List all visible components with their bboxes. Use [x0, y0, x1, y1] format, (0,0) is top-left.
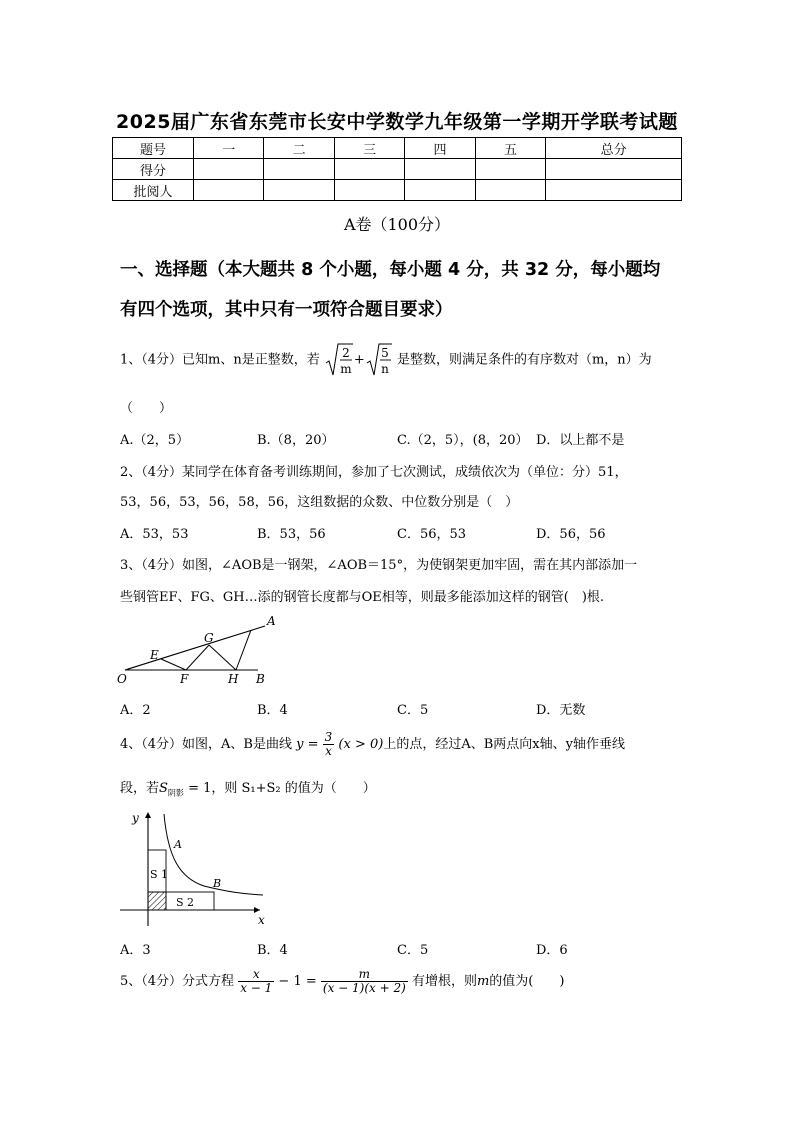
option-b: B．53，56: [257, 527, 326, 542]
score-table-row: [113, 159, 682, 180]
grader-cell: [546, 180, 682, 201]
label-h: H: [228, 672, 239, 686]
option-c: C．5: [397, 703, 429, 718]
pipe-next: [236, 630, 251, 670]
question-1: [120, 340, 680, 380]
q4-y-eq: y =: [296, 737, 319, 752]
sqrt-2-over-m: [324, 340, 354, 380]
shaded-region: [148, 892, 166, 910]
s1-label: S 1: [150, 868, 169, 881]
q5-frac2-num: m: [321, 968, 408, 982]
q5-fraction-2: [321, 968, 408, 995]
table-header-cell: 三: [334, 138, 404, 159]
part1-heading-line2: 有四个选项，其中只有一项符合题目要求）: [120, 300, 453, 320]
frac2-den: n: [380, 361, 389, 376]
q1-options: [120, 429, 680, 449]
row-label: 得分: [113, 159, 194, 180]
option-c: C．5: [397, 943, 429, 958]
q5-var: m: [476, 974, 490, 989]
score-cell: [334, 159, 404, 180]
q2-line1: 2、（4分）某同学在体育备考训练期间，参加了七次测试，成绩依次为（单位：分）51，: [120, 465, 628, 480]
q2-options: [120, 523, 680, 543]
q3-options: [120, 699, 680, 719]
score-table-row: [113, 180, 682, 201]
grader-cell: [264, 180, 334, 201]
score-cell: [546, 159, 682, 180]
option-b: B．4: [257, 943, 288, 958]
frac2-num: 5: [380, 345, 389, 360]
grader-cell: [334, 180, 404, 201]
grader-cell: [405, 180, 475, 201]
steel-frame-figure: [115, 613, 285, 688]
q4-prefix: 4、（4分）如图，A、B是曲线: [120, 737, 292, 752]
score-table-header-row: [113, 138, 682, 159]
hyperbola-figure: [118, 808, 278, 930]
table-header-cell: 总分: [546, 138, 682, 159]
label-a: A: [267, 614, 276, 628]
option-b: B．4: [257, 703, 288, 718]
q1-suffix: 是整数，则满足条件的有序数对（m，n）为: [396, 352, 652, 368]
q4-line2-suffix: ，则 S₁+S₂ 的值为（ ）: [211, 781, 376, 796]
exam-title: 2025届广东省东莞市长安中学数学九年级第一学期开学联考试题: [116, 111, 678, 133]
q4-line2: [120, 777, 680, 799]
sqrt-5-over-n: [365, 340, 393, 380]
q5-frac1-num: x: [238, 968, 274, 982]
score-cell: [264, 159, 334, 180]
option-c: C．56，53: [397, 527, 467, 542]
point-b-label: B: [213, 877, 222, 890]
q5-mid: 有增根，则: [411, 974, 477, 989]
y-axis-arrow-icon: [145, 812, 151, 818]
label-b: B: [256, 672, 265, 686]
frac1-den: m: [340, 361, 352, 376]
score-cell: [194, 159, 264, 180]
label-e: E: [150, 648, 159, 662]
section-a-title: A卷（100分）: [343, 215, 451, 234]
option-a: A．53，53: [120, 527, 189, 542]
table-header-cell: 一: [194, 138, 264, 159]
s-value: = 1: [188, 781, 212, 796]
q2-line2: 53，56，53，56，58，56，这组数据的众数、中位数分别是（ ）: [120, 495, 519, 510]
part1-heading-line1: 一、选择题（本大题共 8 个小题，每小题 4 分，共 32 分，每小题均: [120, 260, 661, 280]
plus-sign: +: [353, 352, 365, 368]
point-a-label: A: [174, 838, 182, 851]
q1-prefix: 1、（4分）已知m、n是正整数，若: [120, 352, 320, 368]
pipe-fg: [186, 645, 209, 670]
q4-frac-den: x: [325, 744, 332, 758]
q4-line2-prefix: 段，若: [120, 781, 160, 796]
option-c: C.（2，5），(8，20）: [397, 433, 529, 448]
option-d: D．6: [536, 943, 568, 958]
s-subscript: 阴影: [167, 788, 184, 798]
label-f: F: [180, 672, 189, 686]
table-header-cell: 二: [264, 138, 334, 159]
row-label: 批阅人: [113, 180, 194, 201]
q1-answer-blank: （ ）: [120, 401, 173, 416]
q4-fraction: [323, 731, 335, 758]
grader-cell: [475, 180, 545, 201]
q3-line2: 些钢管EF、FG、GH…添的钢管长度都与OE相等，则最多能添加这样的钢管( )根.: [120, 590, 605, 605]
question-4: [120, 725, 680, 765]
s2-label: S 2: [176, 896, 195, 909]
x-axis-label: x: [258, 913, 265, 927]
label-g: G: [204, 631, 214, 645]
score-cell: [405, 159, 475, 180]
option-d: D．无数: [536, 703, 586, 718]
q5-minus-one: − 1 =: [278, 974, 317, 989]
s-symbol: S: [159, 781, 168, 796]
frac1-num: 2: [342, 345, 350, 360]
y-axis-label: y: [132, 811, 139, 825]
pipe-gh: [209, 645, 236, 670]
question-5: [120, 962, 680, 1002]
q4-suffix: 上的点，经过A、B两点向x轴、y轴作垂线: [383, 737, 625, 752]
score-table: [112, 137, 682, 201]
q5-fraction-1: [238, 968, 274, 995]
option-a: A.（2，5）: [120, 433, 190, 448]
option-a: A．3: [120, 943, 151, 958]
option-a: A．2: [120, 703, 151, 718]
label-o: O: [117, 672, 127, 686]
q4-condition: (x > 0): [338, 737, 384, 752]
q5-frac1-den: x − 1: [240, 981, 273, 995]
q4-frac-num: 3: [324, 730, 333, 744]
option-d: D．56，56: [536, 527, 606, 542]
table-header-cell: 五: [475, 138, 545, 159]
q3-line1: 3、（4分）如图，∠AOB是一钢架，∠AOB＝15°，为使钢架更加牢固，需在其内部添加一: [120, 558, 638, 573]
q5-suffix: 的值为( ): [489, 974, 565, 989]
table-header-cell: 题号: [113, 138, 194, 159]
q5-prefix: 5、（4分）分式方程: [120, 974, 235, 989]
option-d: D．以上都不是: [536, 433, 625, 448]
score-cell: [475, 159, 545, 180]
pipe-ef: [161, 659, 186, 670]
table-header-cell: 四: [405, 138, 475, 159]
q4-options: [120, 939, 680, 959]
grader-cell: [194, 180, 264, 201]
q5-frac2-den: (x − 1)(x + 2): [322, 981, 406, 995]
option-b: B.（8，20）: [257, 433, 335, 448]
